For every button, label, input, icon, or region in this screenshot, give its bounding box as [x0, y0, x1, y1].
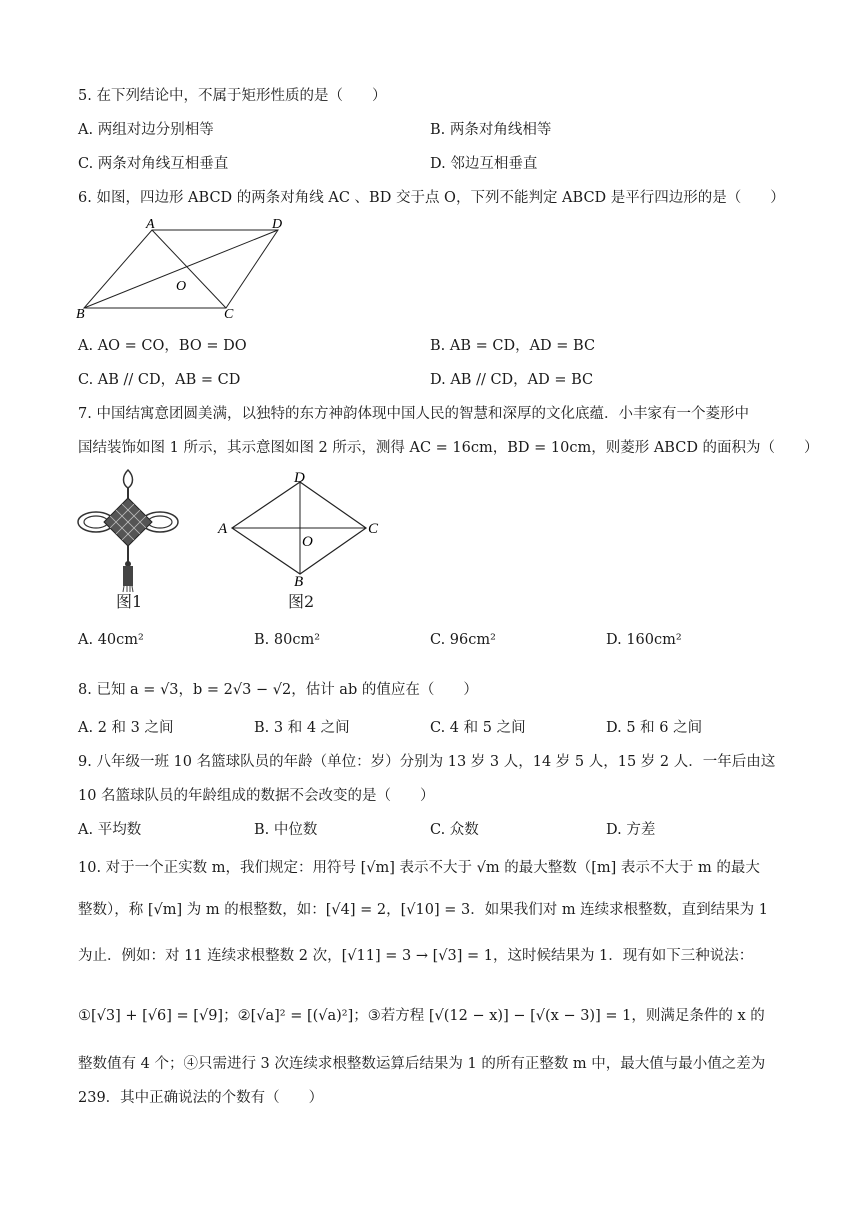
q9-option-b: B. 中位数	[254, 822, 318, 838]
q10-line5: 整数值有 4 个；④只需进行 3 次连续求根整数运算后结果为 1 的所有正整数 m 中，最大值与最小值之差为	[78, 1056, 766, 1072]
q5-option-b: B. 两条对角线相等	[430, 122, 552, 138]
q8-option-c: C. 4 和 5 之间	[430, 720, 526, 736]
q7-rhombus-figure	[214, 470, 386, 590]
q7-stem-line1: 7. 中国结寓意团圆美满，以独特的东方神韵体现中国人民的智慧和深厚的文化底蕴．小丰家有一个菱形中	[78, 406, 749, 422]
q10-line2: 整数），称 [√m] 为 m 的根整数，如：[√4] = 2，[√10] = 3．如果我们对 m 连续求根整数，直到结果为 1	[78, 902, 769, 918]
fig1-caption: 图1	[116, 592, 143, 611]
q7-label-c: C	[368, 521, 379, 537]
q6-label-d: D	[272, 217, 283, 232]
q6-label-o: O	[176, 279, 187, 294]
q9-option-d: D. 方差	[606, 822, 656, 838]
q7-label-d: D	[294, 470, 305, 486]
q9-option-a: A. 平均数	[78, 822, 142, 838]
q7-option-c: C. 96cm²	[430, 632, 496, 648]
q6-stem: 6. 如图，四边形 ABCD 的两条对角线 AC 、BD 交于点 O，下列不能判定 ABCD 是平行四边形的是（ ）	[78, 190, 785, 206]
q7-label-b: B	[294, 574, 304, 590]
q8-stem: 8. 已知 a = √3，b = 2√3 − √2，估计 ab 的值应在（ ）	[78, 682, 478, 698]
q5-option-a: A. 两组对边分别相等	[78, 122, 214, 138]
fig2-caption: 图2	[288, 592, 315, 611]
q5-stem: 5. 在下列结论中，不属于矩形性质的是（ ）	[78, 88, 387, 104]
q10-line3: 为止．例如：对 11 连续求根整数 2 次，[√11] = 3 → [√3] = 1，这时候结果为 1．现有如下三种说法：	[78, 948, 754, 964]
q6-label-b: B	[76, 307, 85, 322]
q6-option-c: C. AB // CD，AB = CD	[78, 372, 241, 388]
q7-option-a: A. 40cm²	[78, 632, 144, 648]
q7-label-o: O	[302, 534, 313, 550]
chinese-knot-figure	[74, 466, 190, 610]
q7-option-b: B. 80cm²	[254, 632, 321, 648]
q6-option-a: A. AO = CO，BO = DO	[78, 338, 247, 354]
q6-label-a: A	[146, 217, 155, 232]
q6-option-b: B. AB = CD，AD = BC	[430, 338, 596, 354]
q8-option-b: B. 3 和 4 之间	[254, 720, 350, 736]
q7-label-a: A	[218, 521, 228, 537]
q8-option-d: D. 5 和 6 之间	[606, 720, 703, 736]
q5-option-d: D. 邻边互相垂直	[430, 156, 538, 172]
q10-line6: 239．其中正确说法的个数有（ ）	[78, 1090, 324, 1106]
q5-option-c: C. 两条对角线互相垂直	[78, 156, 229, 172]
q8-option-a: A. 2 和 3 之间	[78, 720, 174, 736]
q9-stem-line1: 9. 八年级一班 10 名篮球队员的年龄（单位：岁）分别为 13 岁 3 人，14 岁 5 人，15 岁 2 人．一年后由这	[78, 754, 776, 770]
q9-stem-line2: 10 名篮球队员的年龄组成的数据不会改变的是（ ）	[78, 788, 435, 804]
q9-option-c: C. 众数	[430, 822, 479, 838]
q6-label-c: C	[224, 307, 234, 322]
q7-option-d: D. 160cm²	[606, 632, 682, 648]
q7-stem-line2: 国结装饰如图 1 所示，其示意图如图 2 所示，测得 AC = 16cm，BD = 10cm，则菱形 ABCD 的面积为（ ）	[78, 440, 819, 456]
q10-line4: ①[√3] + [√6] = [√9]；②[√a]² = [(√a)²]；③若方程 [√(12 − x)] − [√(x − 3)] = 1，则满足条件的 x 的	[78, 1008, 765, 1024]
q10-line1: 10. 对于一个正实数 m，我们规定：用符号 [√m] 表示不大于 √m 的最大整数（[m] 表示不大于 m 的最大	[78, 860, 760, 876]
q6-parallelogram-figure	[72, 216, 292, 324]
q6-option-d: D. AB // CD，AD = BC	[430, 372, 594, 388]
